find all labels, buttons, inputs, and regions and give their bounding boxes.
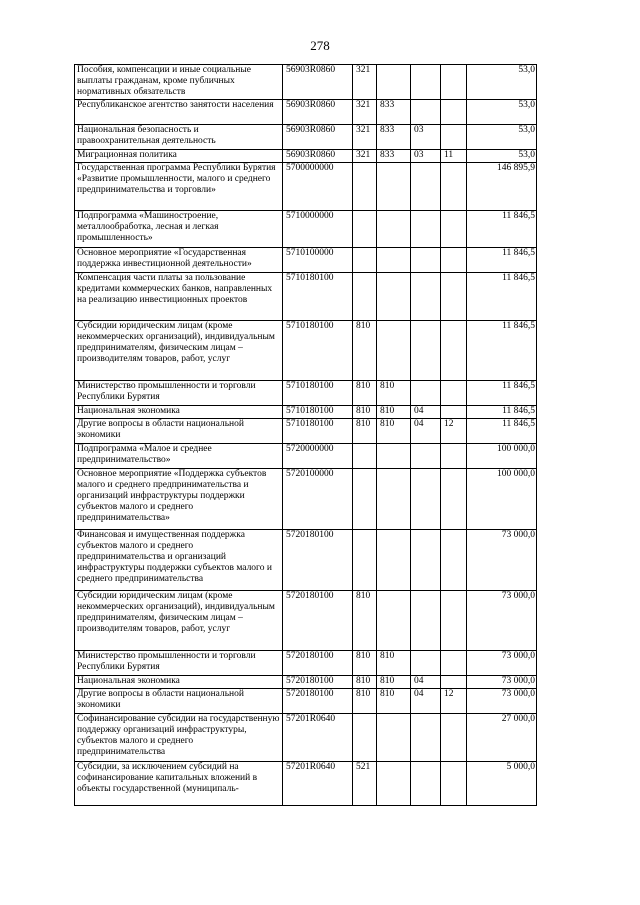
budget-table <box>74 64 537 806</box>
target-article-cell: 5710100000 <box>283 248 353 273</box>
section-cell: 03 <box>411 150 441 163</box>
table-row <box>75 591 537 651</box>
ministry-code-cell: 833 <box>377 150 411 163</box>
row-name-cell: Министерство промышленности и торговли Республики Бурятия <box>75 651 283 676</box>
ministry-code-cell: 833 <box>377 100 411 125</box>
section-cell <box>411 100 441 125</box>
subsection-cell <box>441 125 467 150</box>
expense-type-cell: 321 <box>353 65 377 100</box>
section-cell <box>411 211 441 248</box>
amount-cell: 73 000,0 <box>467 591 537 651</box>
ministry-code-cell: 833 <box>377 125 411 150</box>
amount-cell: 53,0 <box>467 125 537 150</box>
ministry-code-cell <box>377 714 411 762</box>
subsection-cell <box>441 273 467 321</box>
row-name-cell: Софинансирование субсидии на государственную поддержку организаций инфраструктуры, субъектов малого и среднего предпринимательства <box>75 714 283 762</box>
expense-type-cell: 521 <box>353 762 377 806</box>
ministry-code-cell: 810 <box>377 419 411 444</box>
amount-cell: 11 846,5 <box>467 406 537 419</box>
target-article-cell: 5710000000 <box>283 211 353 248</box>
subsection-cell <box>441 381 467 406</box>
amount-cell: 11 846,5 <box>467 211 537 248</box>
target-article-cell: 5710180100 <box>283 406 353 419</box>
target-article-cell: 5700000000 <box>283 163 353 211</box>
table-row <box>75 444 537 469</box>
expense-type-cell: 321 <box>353 100 377 125</box>
target-article-cell: 5710180100 <box>283 381 353 406</box>
target-article-cell: 5720180100 <box>283 530 353 591</box>
expense-type-cell: 321 <box>353 125 377 150</box>
target-article-cell: 5710180100 <box>283 321 353 381</box>
subsection-cell: 11 <box>441 150 467 163</box>
row-name-cell: Пособия, компенсации и иные социальные выплаты гражданам, кроме публичных нормативных обязательств <box>75 65 283 100</box>
ministry-code-cell: 810 <box>377 651 411 676</box>
expense-type-cell <box>353 163 377 211</box>
amount-cell: 53,0 <box>467 150 537 163</box>
expense-type-cell <box>353 211 377 248</box>
subsection-cell <box>441 163 467 211</box>
section-cell: 04 <box>411 406 441 419</box>
amount-cell: 73 000,0 <box>467 530 537 591</box>
ministry-code-cell <box>377 591 411 651</box>
target-article-cell: 57201R0640 <box>283 762 353 806</box>
row-name-cell: Субсидии юридическим лицам (кроме некоммерческих организаций), индивидуальным предпринимателям, физическим лицам – производителям товаров, работ, услуг <box>75 591 283 651</box>
table-row <box>75 530 537 591</box>
expense-type-cell: 810 <box>353 406 377 419</box>
subsection-cell <box>441 321 467 381</box>
row-name-cell: Республиканское агентство занятости населения <box>75 100 283 125</box>
subsection-cell <box>441 469 467 530</box>
row-name-cell: Субсидии юридическим лицам (кроме некоммерческих организаций), индивидуальным предпринимателям, физическим лицам – производителям товаров, работ, услуг <box>75 321 283 381</box>
subsection-cell <box>441 444 467 469</box>
table-row <box>75 100 537 125</box>
expense-type-cell: 810 <box>353 591 377 651</box>
table-row <box>75 762 537 806</box>
ministry-code-cell <box>377 444 411 469</box>
section-cell <box>411 381 441 406</box>
subsection-cell <box>441 676 467 689</box>
ministry-code-cell <box>377 163 411 211</box>
target-article-cell: 56903R0860 <box>283 100 353 125</box>
section-cell <box>411 163 441 211</box>
section-cell: 04 <box>411 676 441 689</box>
section-cell <box>411 65 441 100</box>
ministry-code-cell: 810 <box>377 381 411 406</box>
ministry-code-cell: 810 <box>377 676 411 689</box>
table-row <box>75 150 537 163</box>
row-name-cell: Подпрограмма «Малое и среднее предпринимательство» <box>75 444 283 469</box>
ministry-code-cell: 810 <box>377 406 411 419</box>
expense-type-cell <box>353 530 377 591</box>
row-name-cell: Компенсация части платы за пользование кредитами коммерческих банков, направленных на реализацию инвестиционных проектов <box>75 273 283 321</box>
amount-cell: 5 000,0 <box>467 762 537 806</box>
amount-cell: 53,0 <box>467 100 537 125</box>
subsection-cell <box>441 211 467 248</box>
table-body <box>75 65 537 806</box>
amount-cell: 11 846,5 <box>467 321 537 381</box>
section-cell <box>411 273 441 321</box>
table-row <box>75 469 537 530</box>
target-article-cell: 5720180100 <box>283 591 353 651</box>
amount-cell: 11 846,5 <box>467 273 537 321</box>
section-cell <box>411 469 441 530</box>
subsection-cell <box>441 591 467 651</box>
amount-cell: 73 000,0 <box>467 651 537 676</box>
ministry-code-cell <box>377 273 411 321</box>
expense-type-cell <box>353 273 377 321</box>
ministry-code-cell <box>377 211 411 248</box>
expense-type-cell: 810 <box>353 651 377 676</box>
section-cell <box>411 321 441 381</box>
ministry-code-cell <box>377 762 411 806</box>
page-number: 278 <box>310 38 330 53</box>
table-row <box>75 714 537 762</box>
target-article-cell: 56903R0860 <box>283 125 353 150</box>
subsection-cell <box>441 651 467 676</box>
row-name-cell: Национальная экономика <box>75 676 283 689</box>
section-cell <box>411 714 441 762</box>
section-cell <box>411 591 441 651</box>
table-row <box>75 321 537 381</box>
row-name-cell: Другие вопросы в области национальной экономики <box>75 419 283 444</box>
row-name-cell: Миграционная политика <box>75 150 283 163</box>
row-name-cell: Министерство промышленности и торговли Республики Бурятия <box>75 381 283 406</box>
section-cell <box>411 530 441 591</box>
subsection-cell <box>441 762 467 806</box>
subsection-cell <box>441 65 467 100</box>
row-name-cell: Государственная программа Республики Бурятия «Развитие промышленности, малого и среднего предпринимательства и торговли» <box>75 163 283 211</box>
expense-type-cell <box>353 469 377 530</box>
table-row <box>75 676 537 689</box>
table-row <box>75 651 537 676</box>
expense-type-cell <box>353 714 377 762</box>
row-name-cell: Национальная безопасность и правоохранительная деятельность <box>75 125 283 150</box>
section-cell: 03 <box>411 125 441 150</box>
subsection-cell <box>441 406 467 419</box>
expense-type-cell <box>353 248 377 273</box>
ministry-code-cell <box>377 469 411 530</box>
section-cell <box>411 248 441 273</box>
expense-type-cell: 321 <box>353 150 377 163</box>
expense-type-cell: 810 <box>353 676 377 689</box>
row-name-cell: Национальная экономика <box>75 406 283 419</box>
amount-cell: 53,0 <box>467 65 537 100</box>
amount-cell: 27 000,0 <box>467 714 537 762</box>
row-name-cell: Основное мероприятие «Поддержка субъектов малого и среднего предпринимательства и организаций инфраструктуры поддержки субъектов малого и среднего предпринимательства» <box>75 469 283 530</box>
amount-cell: 73 000,0 <box>467 676 537 689</box>
amount-cell: 146 895,9 <box>467 163 537 211</box>
table-row <box>75 689 537 714</box>
amount-cell: 100 000,0 <box>467 444 537 469</box>
section-cell: 04 <box>411 689 441 714</box>
section-cell: 04 <box>411 419 441 444</box>
expense-type-cell: 810 <box>353 321 377 381</box>
row-name-cell: Субсидии, за исключением субсидий на софинансирование капитальных вложений в объекты государственной (муниципаль- <box>75 762 283 806</box>
section-cell <box>411 444 441 469</box>
table-row <box>75 163 537 211</box>
target-article-cell: 5720100000 <box>283 469 353 530</box>
ministry-code-cell <box>377 530 411 591</box>
target-article-cell: 57201R0640 <box>283 714 353 762</box>
amount-cell: 100 000,0 <box>467 469 537 530</box>
row-name-cell: Финансовая и имущественная поддержка субъектов малого и среднего предпринимательства и организаций инфраструктуры поддержки субъектов малого и среднего предпринимательства <box>75 530 283 591</box>
target-article-cell: 5720180100 <box>283 689 353 714</box>
ministry-code-cell <box>377 321 411 381</box>
section-cell <box>411 762 441 806</box>
subsection-cell <box>441 714 467 762</box>
subsection-cell <box>441 248 467 273</box>
table-row <box>75 211 537 248</box>
amount-cell: 11 846,5 <box>467 419 537 444</box>
target-article-cell: 5710180100 <box>283 273 353 321</box>
table-row <box>75 381 537 406</box>
expense-type-cell <box>353 444 377 469</box>
table-row <box>75 406 537 419</box>
subsection-cell: 12 <box>441 689 467 714</box>
table-row <box>75 125 537 150</box>
amount-cell: 73 000,0 <box>467 689 537 714</box>
subsection-cell <box>441 100 467 125</box>
target-article-cell: 5710180100 <box>283 419 353 444</box>
row-name-cell: Подпрограмма «Машиностроение, металлообработка, лесная и легкая промышленность» <box>75 211 283 248</box>
target-article-cell: 5720180100 <box>283 676 353 689</box>
table-row <box>75 248 537 273</box>
row-name-cell: Основное мероприятие «Государственная поддержка инвестиционной деятельности» <box>75 248 283 273</box>
ministry-code-cell <box>377 65 411 100</box>
expense-type-cell: 810 <box>353 689 377 714</box>
amount-cell: 11 846,5 <box>467 381 537 406</box>
table-row <box>75 273 537 321</box>
table-row <box>75 65 537 100</box>
ministry-code-cell: 810 <box>377 689 411 714</box>
expense-type-cell: 810 <box>353 419 377 444</box>
target-article-cell: 5720180100 <box>283 651 353 676</box>
target-article-cell: 56903R0860 <box>283 150 353 163</box>
subsection-cell <box>441 530 467 591</box>
target-article-cell: 5720000000 <box>283 444 353 469</box>
section-cell <box>411 651 441 676</box>
amount-cell: 11 846,5 <box>467 248 537 273</box>
target-article-cell: 56903R0860 <box>283 65 353 100</box>
expense-type-cell: 810 <box>353 381 377 406</box>
row-name-cell: Другие вопросы в области национальной экономики <box>75 689 283 714</box>
table-row <box>75 419 537 444</box>
ministry-code-cell <box>377 248 411 273</box>
subsection-cell: 12 <box>441 419 467 444</box>
